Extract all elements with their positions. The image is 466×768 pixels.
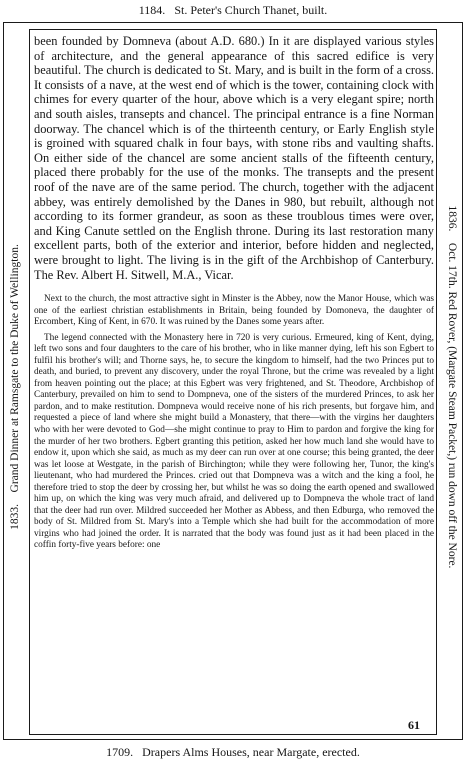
right-margin-note	[445, 57, 459, 717]
small-paragraph-abbey: Next to the church, the most attractive sight in Minster is the Abbey, now the Manor House, which was one of the earliest christian establishments in Britain, being founded by Domoneva, the daughter of Ercombert, King of Kent, in 670. It was ruined by the Danes some years after.	[34, 294, 434, 328]
left-margin-note	[8, 57, 22, 717]
small-body-text	[34, 294, 434, 556]
page-number: 61	[408, 718, 420, 732]
main-paragraph: been founded by Domneva (about A.D. 680.) In it are displayed various styles of architecture, and the general appearance of this sacred edifice is very beautiful. The church is dedicated to St. Mary, and is built in the form of a cross. It consists of a nave, at the west end of which is the tower, containing clock with chimes for every quarter of the hour, above which is a very elegant spire; north and south aisles, transepts and chancel. The principal entrance is a fine Norman doorway. The chancel which is of the thirteenth century, or Early English style is groined with squared chalk in four bays, with stone ribs and vaulting shafts. On either side of the chancel are some ancient stalls of the fifteenth century, placed there probably for the use of the monks. The transepts and the present roof of the nave are of the same period. The church, together with the adjacent abbey, was entirely demolished by the Danes in 980, but rebuilt, although not according to its former grandeur, as soon as these troublous times were over, and King Canute settled on the English throne. During its last restoration many excellent parts, both of the exterior and interior, before hidden and neglected, were brought to light. The living is in the gift of the Archbishop of Canterbury. The Rev. Albert H. Sitwell, M.A., Vicar.	[34, 34, 434, 282]
left-margin-year: 1833.	[9, 503, 21, 530]
right-margin-year: 1836.	[446, 205, 458, 232]
footer-year: 1709.	[106, 745, 134, 759]
running-footer	[0, 742, 466, 762]
header-year: 1184.	[138, 3, 166, 17]
footer-text: Drapers Alms Houses, near Margate, erected.	[142, 745, 360, 759]
main-body-text	[34, 34, 434, 282]
running-header	[0, 0, 466, 22]
small-paragraph-legend: The legend connected with the Monastery here in 720 is very curious. Ermeured, king of Kent, dying, left two sons and four daughters to the care of his brother, who in like manner dying, left his son Egbert to fulfil his brother's will; and Thorne says, he, to secure the kingdom to himself, had the two Princes put to death, and buried, to prevent any discovery, under the royal Throne, but the crime was revealed by a light from heaven pointing out the place; at this Egbert was very frightened, and St. Theodore, Archbishop of Canterbury, prevailed on him to send to Dompneva, one of the sisters of the murdered Princes, to ask her pardon, and to make restitution. Dompneva would receive none of his rich presents, but forgave him, and requested a piece of land where she might build a Monastery, that there—with the virgins her daughters who with her were devoted to God—she might continue to pray to Him to pardon and forgive the king for the murder of her two brothers. Egbert granting this petition, asked her how much land she would have to endow it, upon which she said, as much as my deer can run over at one course; this being granted, the deer was let loose at Westgate, in the parish of Birchington; while they were following her, Tunor, the king's lieutenant, who had murdered the Princes. cried out that Dompneva was a witch and the king a fool, he therefore tried to stop the deer by crossing her, but whilst he was so doing the earth opened and swallowed him up, on which the king was very much afraid, and delivered up to Dompneva the whole tract of land that the deer had run over. Mildred succeeded her Mother as Abbess, and then Edburga, who removed the body of St. Mildred from St. Mary's into a Temple which she had built for the accommodation of more virgins who had joined the order. It is narrated that the body was found just as it had been placed in the coffin forty-five years before: one	[34, 332, 434, 551]
header-title: St. Peter's Church Thanet, built.	[174, 3, 328, 17]
right-margin-text: Oct. 17th. Red Rover, (Margate Steam Packet,) run down off the Nore.	[446, 242, 458, 569]
left-margin-text: Grand Dinner at Ramsgate to the Duke of Wellington.	[9, 244, 21, 493]
